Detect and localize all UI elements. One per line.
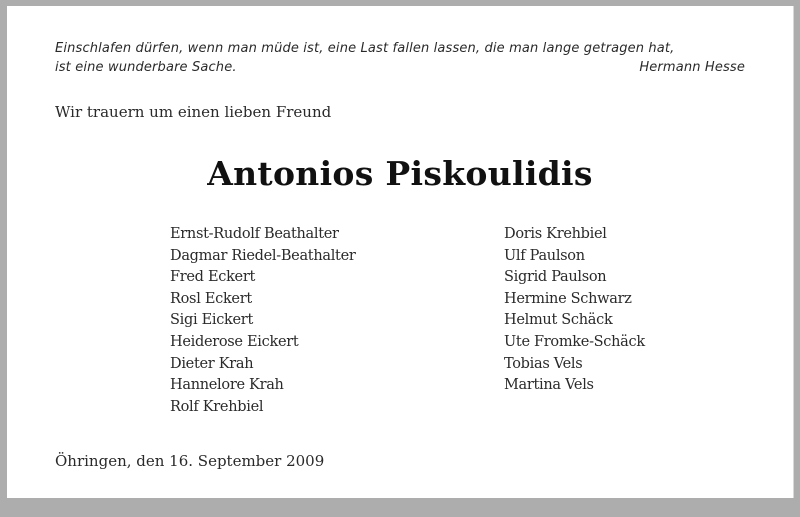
mourners-right-column (504, 224, 645, 397)
place-date: Öhringen, den 16. September 2009 (55, 452, 325, 470)
mourner-name: Martina Vels (504, 377, 594, 394)
mourner-name: Sigi Eickert (170, 312, 253, 329)
quote-author: Hermann Hesse (639, 60, 745, 75)
quote-text-line-1: Einschlafen dürfen, wenn man müde ist, eine Last fallen lassen, die man lange getragen hat, (55, 41, 675, 56)
mourner-name: Heiderose Eickert (170, 333, 299, 350)
quote-text-line-2: ist eine wunderbare Sache. (55, 60, 237, 75)
mourner-name: Doris Krehbiel (504, 226, 607, 242)
mourner-name: Dieter Krah (170, 355, 254, 372)
mourner-name: Ulf Paulson (504, 247, 585, 264)
mourner-name: Sigrid Paulson (504, 269, 607, 286)
mourner-name: Dagmar Riedel-Beathalter (170, 247, 356, 264)
mourners-left-column (170, 224, 356, 418)
mourner-name: Ute Fromke-Schäck (504, 333, 645, 350)
deceased-name: Antonios Piskoulidis (207, 154, 593, 193)
mourner-name: Tobias Vels (504, 355, 583, 372)
quote-line-2 (55, 58, 745, 77)
obituary-notice (7, 6, 794, 498)
quote-block (55, 39, 745, 77)
mourner-name: Hannelore Krah (170, 377, 284, 394)
mourner-name: Fred Eckert (170, 269, 255, 286)
mourner-name: Helmut Schäck (504, 312, 613, 329)
mourner-name: Hermine Schwarz (504, 290, 632, 307)
mourner-name: Rolf Krehbiel (170, 398, 264, 415)
intro-text: Wir trauern um einen lieben Freund (55, 103, 332, 121)
mourner-name: Ernst-Rudolf Beathalter (170, 226, 339, 242)
mourner-name: Rosl Eckert (170, 290, 252, 307)
